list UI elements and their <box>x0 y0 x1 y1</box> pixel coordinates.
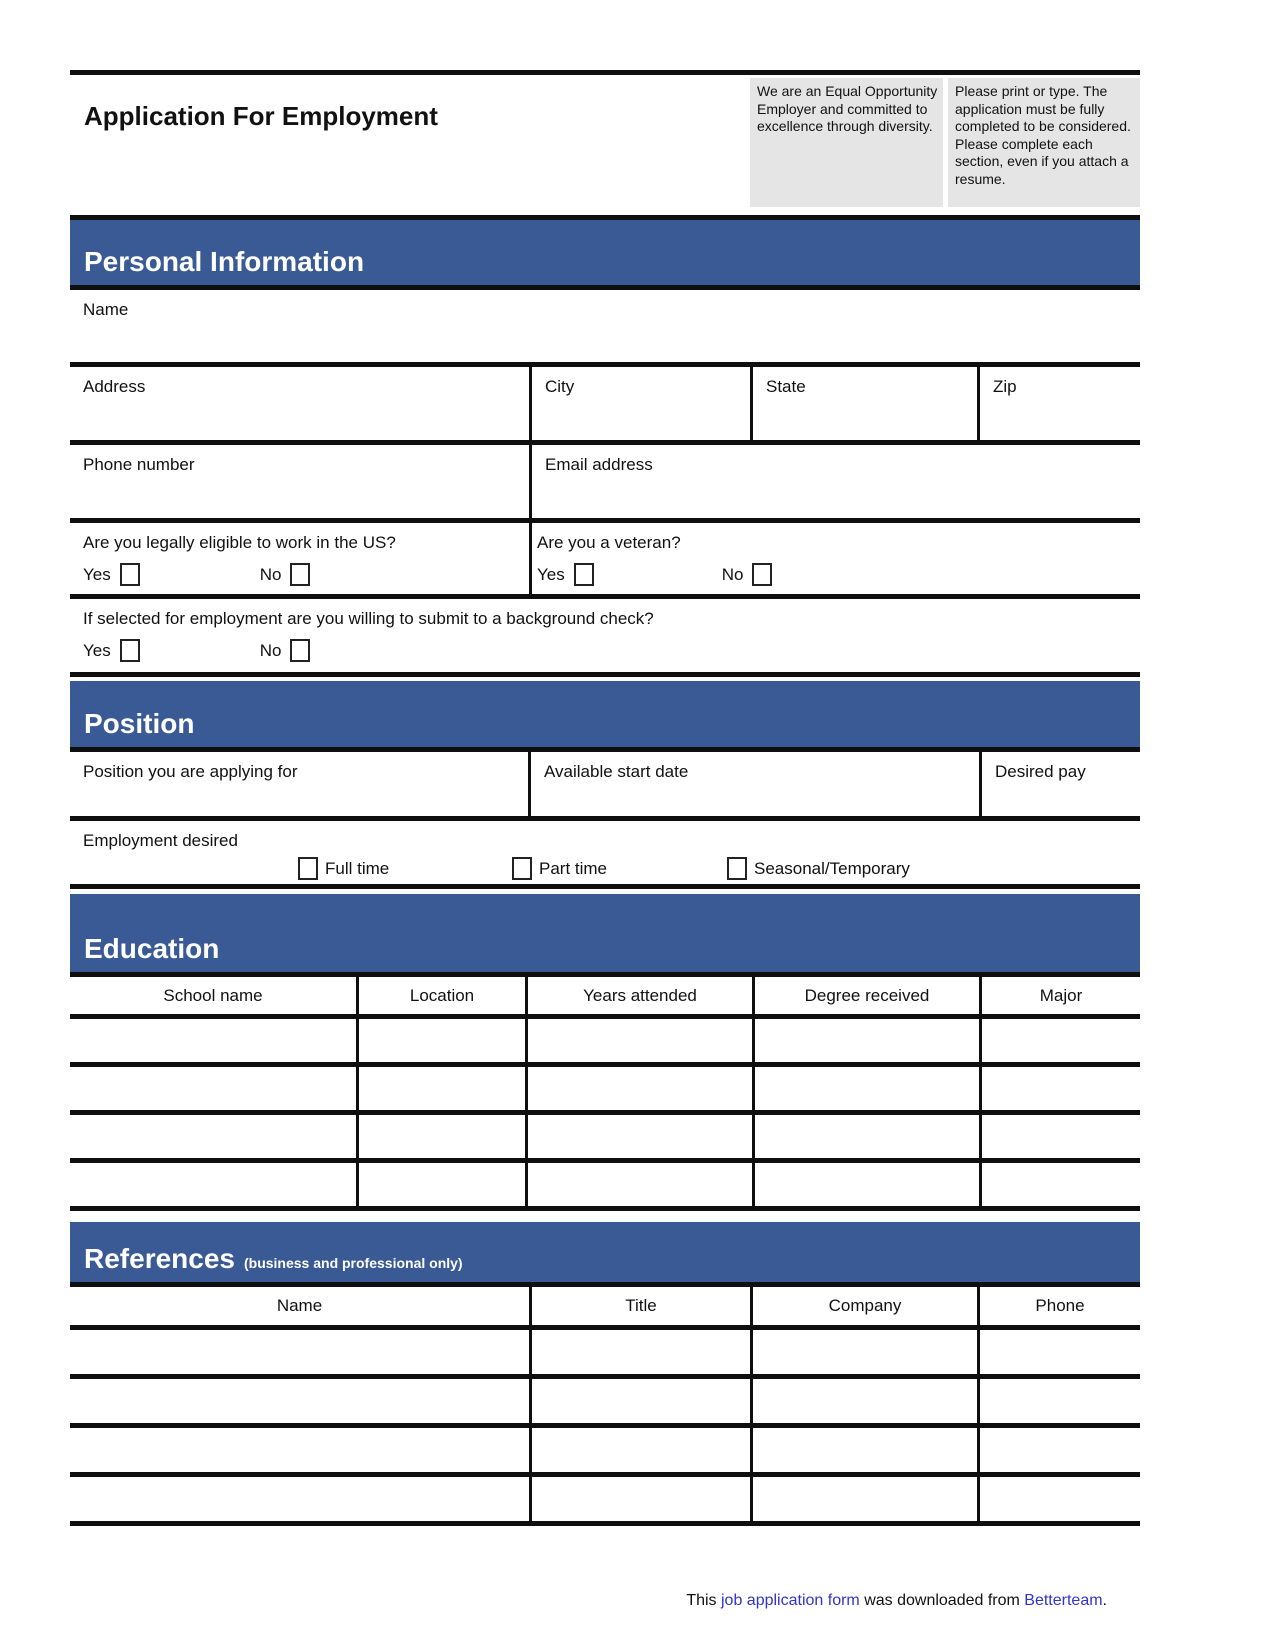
start-date-label: Available start date <box>544 762 689 781</box>
print-instructions-notice: Please print or type. The application must be fully completed to be considered. Please complete each section, even if you attach a resume. <box>948 78 1140 207</box>
state-field[interactable] <box>750 367 977 440</box>
education-cell[interactable] <box>525 1019 752 1062</box>
education-cell[interactable] <box>70 1067 356 1110</box>
education-cell[interactable] <box>525 1067 752 1110</box>
reference-cell[interactable] <box>750 1330 977 1374</box>
background-yes-checkbox[interactable] <box>120 639 140 662</box>
section-title-references: References <box>84 1243 235 1274</box>
seasonal-label: Seasonal/Temporary <box>754 858 910 878</box>
education-col-major: Major <box>979 977 1140 1014</box>
form-header <box>70 70 1140 215</box>
name-row <box>70 290 1140 367</box>
position-row <box>70 752 1140 821</box>
city-field[interactable] <box>529 367 750 440</box>
education-cell[interactable] <box>356 1163 525 1206</box>
reference-cell[interactable] <box>70 1477 529 1521</box>
email-label: Email address <box>545 455 653 474</box>
reference-cell[interactable] <box>70 1428 529 1472</box>
education-table-row <box>70 1067 1140 1115</box>
eligibility-veteran-row <box>70 523 1140 599</box>
no-label: No <box>259 564 282 584</box>
employment-desired-label: Employment desired <box>83 831 238 850</box>
education-cell[interactable] <box>979 1067 1140 1110</box>
section-title-personal: Personal Information <box>84 246 365 277</box>
employment-options <box>70 857 1140 881</box>
veteran-no-option <box>722 563 773 586</box>
eligible-no-checkbox[interactable] <box>290 563 310 586</box>
education-cell[interactable] <box>356 1019 525 1062</box>
education-table-row <box>70 1115 1140 1163</box>
education-cell[interactable] <box>979 1163 1140 1206</box>
notice-boxes <box>750 78 1140 207</box>
state-label: State <box>766 377 806 396</box>
reference-cell[interactable] <box>529 1379 750 1423</box>
page-title: Application For Employment <box>84 101 438 131</box>
background-no-checkbox[interactable] <box>290 639 310 662</box>
education-col-location: Location <box>356 977 525 1014</box>
education-cell[interactable] <box>525 1115 752 1158</box>
phone-field[interactable] <box>70 445 529 518</box>
references-table-row <box>70 1379 1140 1428</box>
eligibility-question-cell <box>70 523 529 594</box>
education-table-row <box>70 1163 1140 1211</box>
name-label: Name <box>83 300 129 319</box>
start-date-field[interactable] <box>528 752 979 816</box>
yes-label: Yes <box>83 564 111 584</box>
eligibility-question: Are you legally eligible to work in the US? <box>83 533 396 552</box>
reference-cell[interactable] <box>977 1330 1140 1374</box>
education-col-years: Years attended <box>525 977 752 1014</box>
desired-pay-field[interactable] <box>979 752 1140 816</box>
references-subtitle: (business and professional only) <box>243 1255 463 1271</box>
reference-cell[interactable] <box>529 1477 750 1521</box>
education-cell[interactable] <box>70 1115 356 1158</box>
section-bar-education <box>70 894 1140 977</box>
reference-cell[interactable] <box>70 1379 529 1423</box>
education-cell[interactable] <box>356 1067 525 1110</box>
footer-text-post: . <box>1102 1592 1107 1609</box>
part-time-checkbox[interactable] <box>512 857 532 880</box>
reference-cell[interactable] <box>977 1428 1140 1472</box>
job-application-form-link[interactable]: job application form <box>721 1592 860 1609</box>
eligible-yes-checkbox[interactable] <box>120 563 140 586</box>
yes-label: Yes <box>537 564 565 584</box>
education-cell[interactable] <box>979 1115 1140 1158</box>
position-applying-field[interactable] <box>70 752 528 816</box>
address-field[interactable] <box>70 367 529 440</box>
education-table-header <box>70 977 1140 1019</box>
email-field[interactable] <box>529 445 1140 518</box>
veteran-no-checkbox[interactable] <box>752 563 772 586</box>
references-col-company: Company <box>750 1287 977 1325</box>
yes-label: Yes <box>83 640 111 660</box>
employment-option-seasonal <box>727 857 910 880</box>
education-cell[interactable] <box>979 1019 1140 1062</box>
education-cell[interactable] <box>752 1067 979 1110</box>
city-label: City <box>545 377 575 396</box>
reference-cell[interactable] <box>750 1428 977 1472</box>
education-col-degree: Degree received <box>752 977 979 1014</box>
employment-option-full-time <box>298 857 389 880</box>
veteran-yes-checkbox[interactable] <box>574 563 594 586</box>
form-content <box>70 70 1140 1610</box>
part-time-label: Part time <box>539 858 608 878</box>
section-bar-personal-information <box>70 215 1140 290</box>
education-cell[interactable] <box>752 1019 979 1062</box>
seasonal-checkbox[interactable] <box>727 857 747 880</box>
veteran-question-cell <box>529 523 1140 594</box>
background-question: If selected for employment are you willing to submit to a background check? <box>83 609 654 628</box>
footer-text-pre: This <box>686 1592 721 1609</box>
address-label: Address <box>83 377 146 396</box>
references-table-header <box>70 1287 1140 1330</box>
education-cell[interactable] <box>525 1163 752 1206</box>
references-col-name: Name <box>276 1296 323 1315</box>
equal-opportunity-notice: We are an Equal Opportunity Employer and committed to excellence through diversity. <box>750 78 943 207</box>
reference-cell[interactable] <box>529 1330 750 1374</box>
education-cell[interactable] <box>356 1115 525 1158</box>
section-title-position: Position <box>84 708 195 739</box>
phone-label: Phone number <box>83 455 195 474</box>
employment-option-part-time <box>512 857 607 880</box>
references-table-row <box>70 1428 1140 1477</box>
background-question-cell <box>70 599 1140 672</box>
eligible-no-option <box>260 563 311 586</box>
section-bar-position <box>70 681 1140 752</box>
background-check-row <box>70 599 1140 677</box>
position-applying-label: Position you are applying for <box>83 762 298 781</box>
education-col-school: School name <box>163 985 263 1005</box>
veteran-yesno <box>537 563 1140 586</box>
eligible-yes-option <box>83 563 140 586</box>
section-bar-references <box>70 1222 1140 1287</box>
veteran-question: Are you a veteran? <box>537 533 681 552</box>
references-table-row <box>70 1330 1140 1379</box>
references-col-title: Title <box>529 1287 750 1325</box>
education-cell[interactable] <box>70 1163 356 1206</box>
section-title-education: Education <box>84 933 220 964</box>
address-row <box>70 367 1140 445</box>
reference-cell[interactable] <box>70 1330 529 1374</box>
references-col-phone: Phone <box>977 1287 1140 1325</box>
background-no-option <box>260 639 311 662</box>
education-table-row <box>70 1019 1140 1067</box>
education-cell[interactable] <box>752 1163 979 1206</box>
background-yes-option <box>83 639 140 662</box>
education-cell[interactable] <box>752 1115 979 1158</box>
reference-cell[interactable] <box>977 1477 1140 1521</box>
full-time-label: Full time <box>325 858 390 878</box>
eligibility-yesno <box>83 563 529 586</box>
veteran-yes-option <box>537 563 594 586</box>
phone-email-row <box>70 445 1140 523</box>
reference-cell[interactable] <box>529 1428 750 1472</box>
employment-desired-row <box>70 821 1140 889</box>
betterteam-link[interactable]: Betterteam <box>1024 1592 1103 1609</box>
references-table-row <box>70 1477 1140 1526</box>
reference-cell[interactable] <box>750 1477 977 1521</box>
reference-cell[interactable] <box>750 1379 977 1423</box>
footer-text-mid: was downloaded from <box>859 1592 1025 1609</box>
desired-pay-label: Desired pay <box>995 762 1086 781</box>
zip-field[interactable] <box>977 367 1140 440</box>
footer-attribution <box>70 1592 1140 1610</box>
name-field[interactable] <box>70 290 1140 362</box>
zip-label: Zip <box>993 377 1017 396</box>
no-label: No <box>721 564 744 584</box>
background-yesno <box>83 639 1140 662</box>
education-cell[interactable] <box>70 1019 356 1062</box>
no-label: No <box>259 640 282 660</box>
full-time-checkbox[interactable] <box>298 857 318 880</box>
reference-cell[interactable] <box>977 1379 1140 1423</box>
